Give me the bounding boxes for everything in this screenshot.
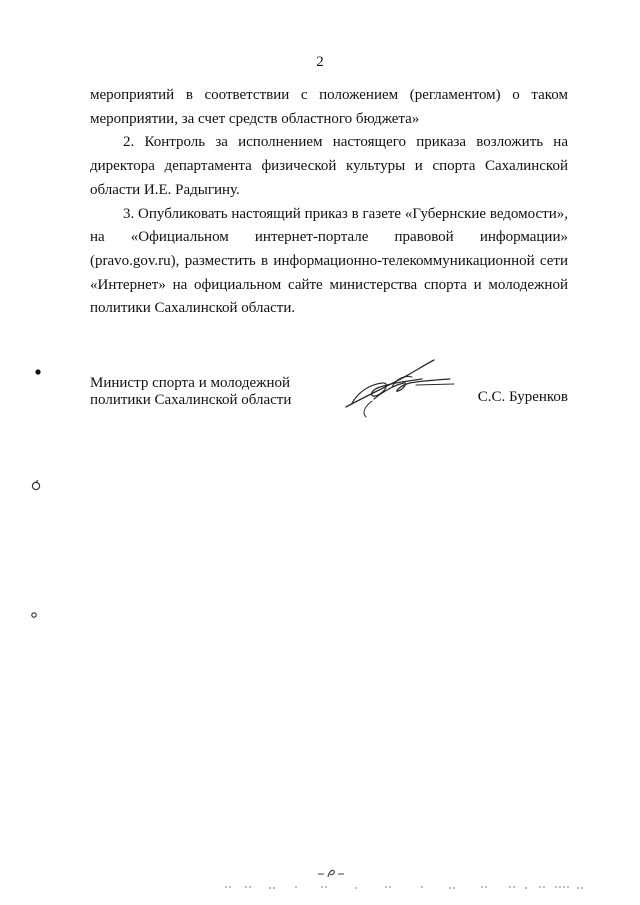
bottom-scan-noise <box>225 884 585 890</box>
scan-dot-mark <box>34 368 42 376</box>
document-body <box>90 84 568 321</box>
page-number: 2 <box>316 54 324 70</box>
handwritten-signature <box>338 355 458 425</box>
paragraph-1-continuation: мероприятий в соответствии с положением (регламентом) о таком мероприятии, за счет средств областного бюджета» <box>90 87 568 127</box>
signature-block <box>90 375 568 435</box>
paragraph-3: 3. Опубликовать настоящий приказ в газете «Губернские ведомости», на «Официальном интернет-портале правовой информации» (pravo.gov.ru), разместить в информационно-телекоммуникационной сети «Интернет» на официальном сайте министерства спорта и молодежной политики Сахалинской области. <box>90 205 568 317</box>
scan-hole-mark <box>30 480 42 492</box>
signer-title-line-1: Министр спорта и молодежной <box>90 375 291 391</box>
signer-name: С.С. Буренков <box>477 389 568 405</box>
signer-title-line-2: политики Сахалинской области <box>90 392 292 408</box>
scan-small-circle-mark <box>30 611 38 619</box>
paragraph-2: 2. Контроль за исполнением настоящего приказа возложить на директора департамента физической культуры и спорта Сахалинской области И.Е. Радыгину. <box>90 134 568 198</box>
signer-title <box>90 375 320 409</box>
bottom-scan-mark <box>316 866 346 880</box>
